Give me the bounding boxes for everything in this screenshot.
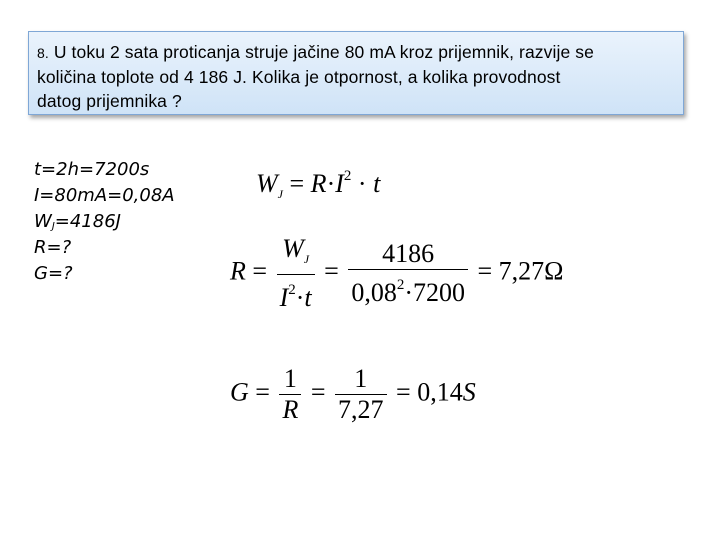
given-time: t=2h=7200s: [34, 159, 150, 180]
given-heat: [34, 209, 175, 235]
fraction-numerator: 1: [354, 364, 368, 393]
equals-sign: =: [252, 256, 268, 286]
wj-symbol: W: [282, 234, 304, 263]
wj-subscript: J: [303, 252, 310, 266]
conductance-formula: [230, 364, 476, 425]
time-value: ·7200: [404, 278, 465, 307]
equals-sign: =: [324, 256, 339, 286]
r-symbol: R: [310, 169, 327, 198]
problem-text-1: U toku 2 sata proticanja struje jačine 80 mA kroz prijemnik, razvije se: [53, 42, 594, 62]
problem-line-2: količina toplote od 4 186 J. Kolika je otpornost, a kolika provodnost: [37, 67, 561, 87]
conductance-result: [417, 377, 476, 406]
i-symbol: I: [279, 283, 289, 312]
given-current: I=80mA=0,08A: [34, 185, 175, 206]
fraction-denominator: [277, 274, 315, 313]
given-values: [34, 157, 175, 287]
unknown-conductance: G=?: [34, 263, 73, 284]
fraction-numeric: [335, 364, 387, 425]
dot-operator: ·: [326, 169, 336, 198]
t-symbol: t: [304, 283, 312, 312]
i-exponent: 2: [343, 168, 352, 184]
i-symbol: I: [335, 169, 344, 198]
equals-sign: =: [477, 256, 493, 286]
dot-operator: ·: [357, 169, 367, 198]
problem-line-3: datog prijemnika ?: [37, 91, 182, 111]
equals-sign: =: [310, 377, 326, 407]
problem-line-1: [37, 40, 675, 65]
r-lhs: R: [230, 256, 246, 286]
fraction-denominator: R: [279, 394, 301, 425]
given-heat-symbol: W: [34, 211, 52, 232]
joule-law-formula: [256, 168, 380, 202]
equals-sign: =: [255, 377, 270, 407]
fraction-numerator: [277, 234, 315, 274]
problem-number: 8.: [37, 45, 49, 61]
conductance-unit: S: [462, 377, 476, 407]
given-heat-sub: J: [51, 221, 55, 232]
resistance-formula: [230, 234, 563, 313]
current-value: 0,08: [351, 278, 397, 307]
wj-symbol: W: [256, 169, 278, 198]
g-lhs: G: [230, 377, 249, 407]
fraction-numeric: [348, 239, 468, 308]
equals-sign: =: [396, 377, 411, 407]
fraction-denominator: 7,27: [335, 394, 387, 425]
equals-sign: =: [289, 169, 305, 198]
fraction-numerator: 1: [283, 364, 297, 393]
given-heat-value: =4186J: [54, 211, 121, 232]
i-exponent: 2: [288, 282, 296, 298]
fraction-numerator: 4186: [382, 239, 435, 268]
fraction-symbolic: [279, 364, 301, 425]
fraction-symbolic: [277, 234, 315, 313]
problem-statement: [28, 31, 684, 115]
t-symbol: t: [373, 169, 381, 198]
unknown-resistance: R=?: [34, 237, 72, 258]
current-exponent: 2: [396, 277, 405, 293]
dot-operator: ·: [295, 283, 305, 312]
resistance-result: 7,27Ω: [498, 256, 564, 286]
fraction-denominator: [348, 269, 468, 308]
wj-subscript: J: [277, 187, 283, 201]
conductance-value: 0,14: [417, 377, 463, 407]
